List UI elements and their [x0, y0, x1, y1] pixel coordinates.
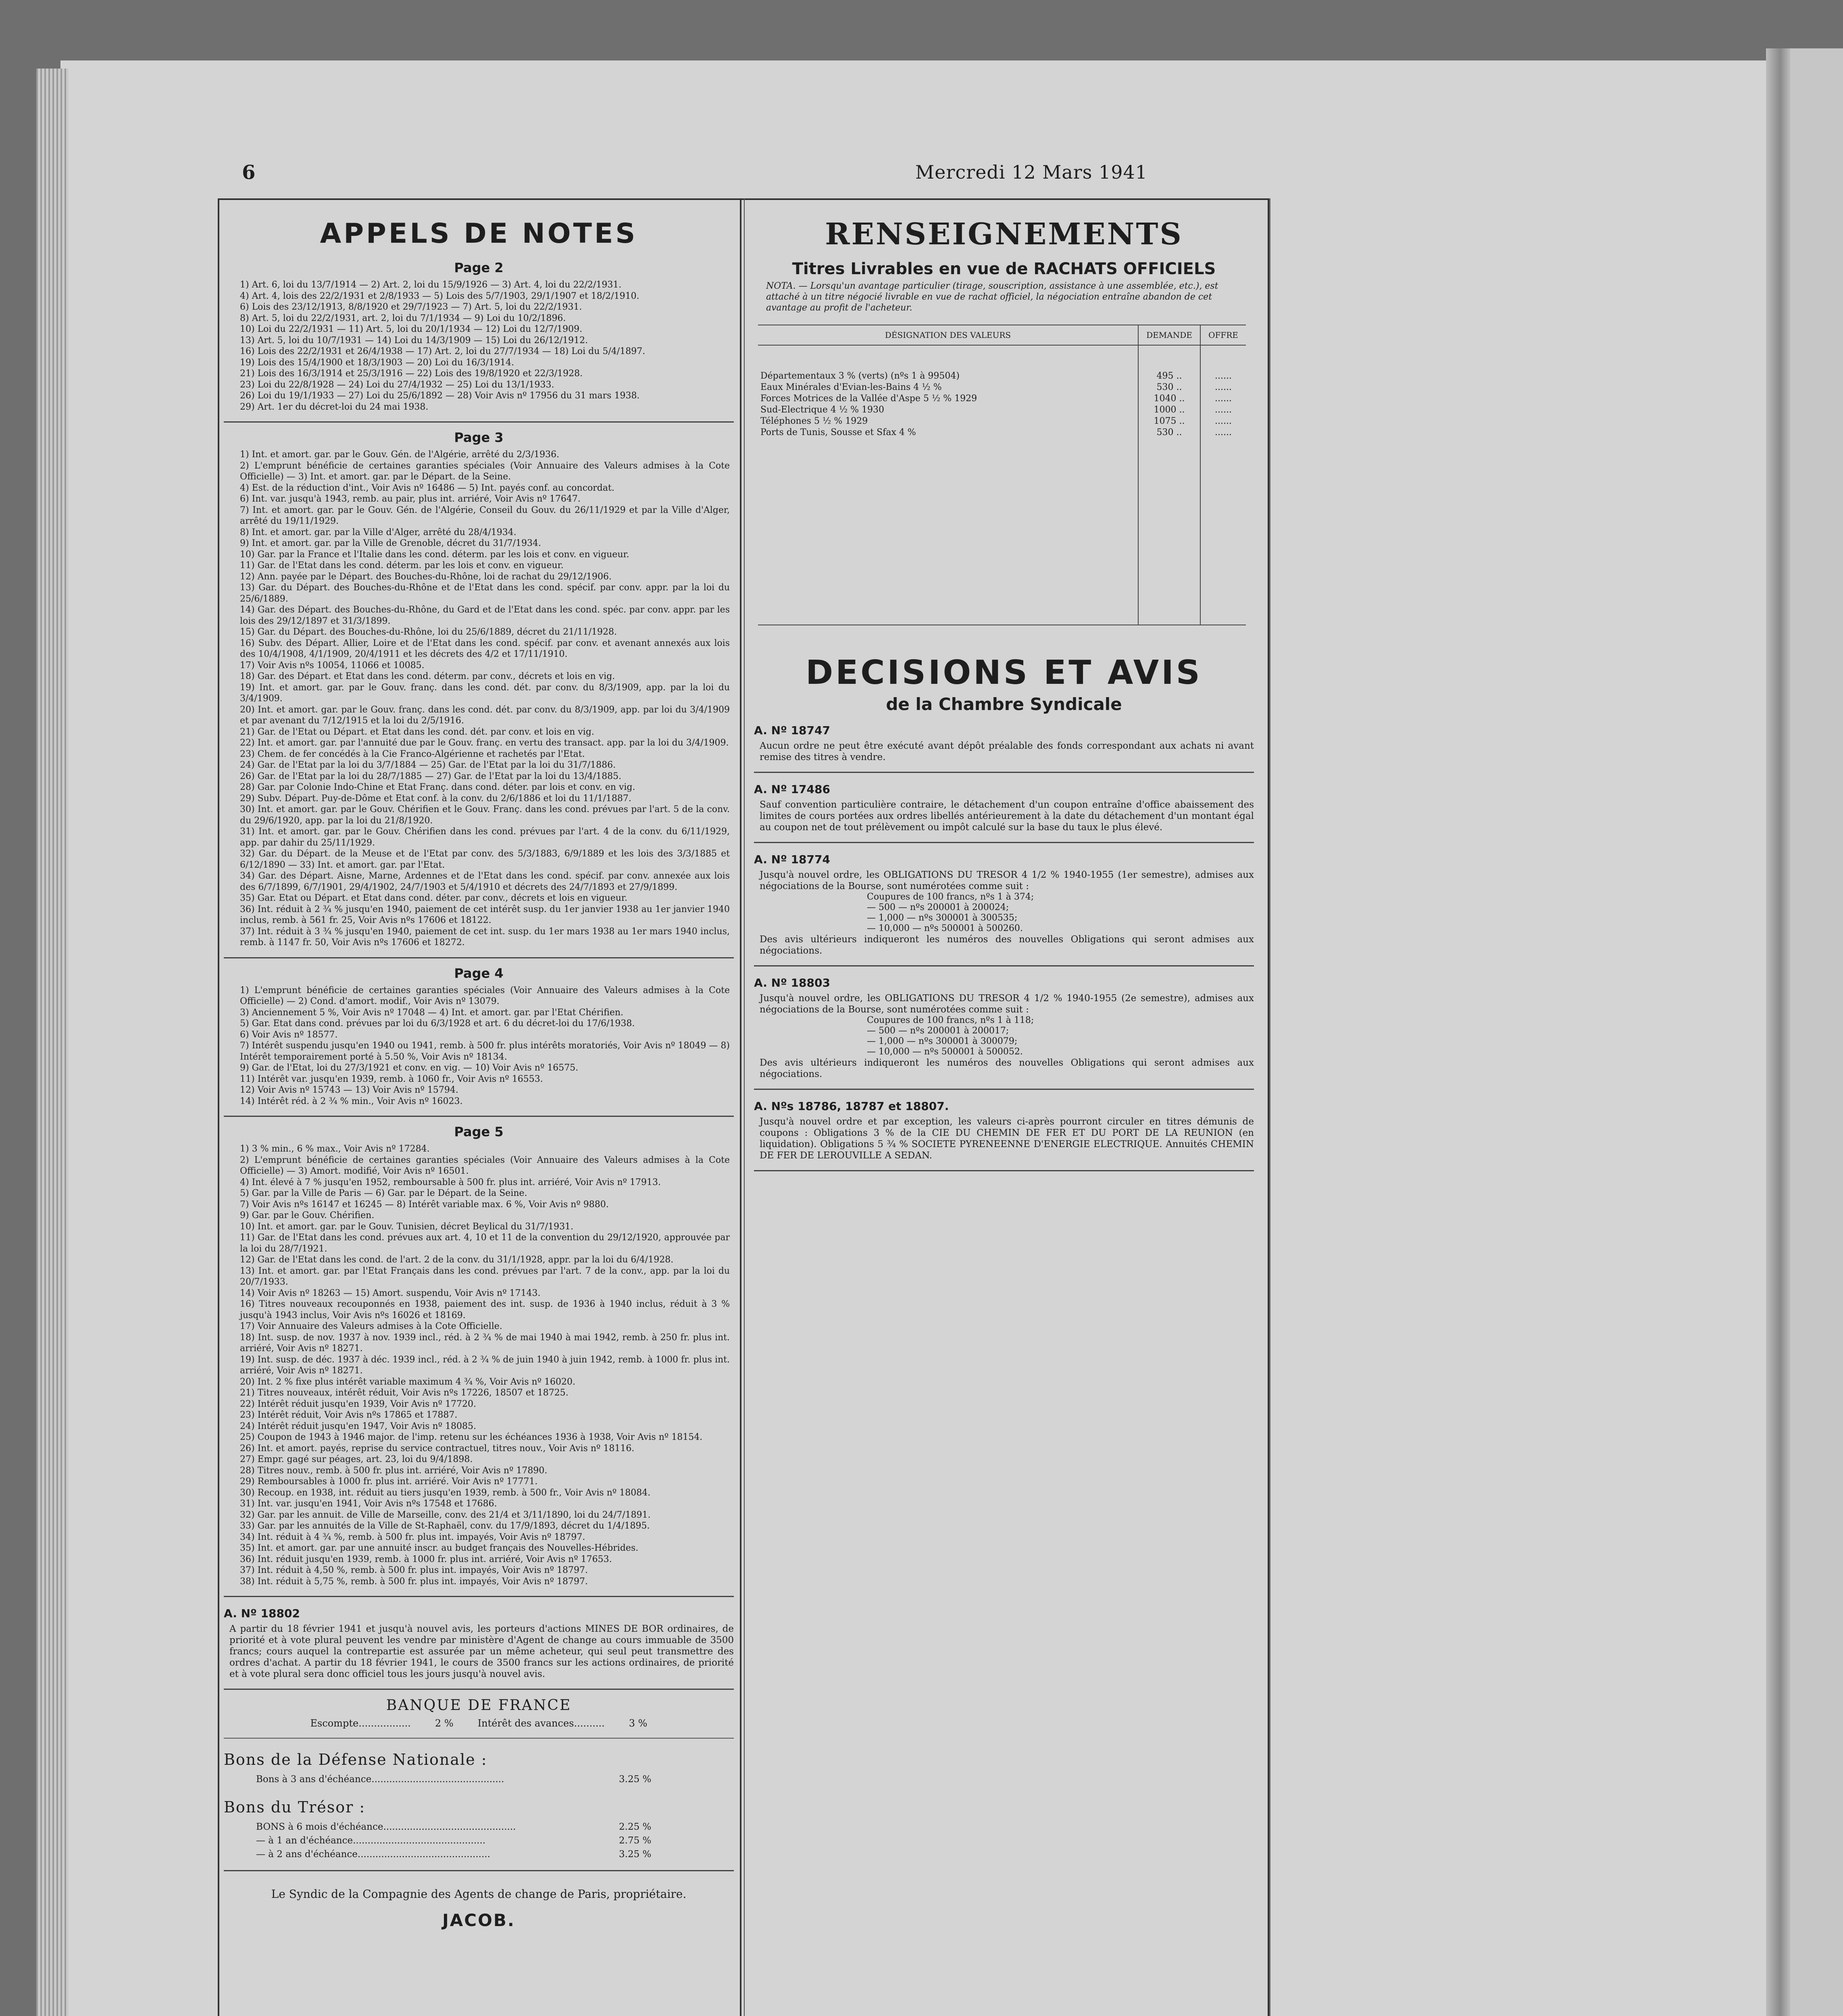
bons-tresor-row	[256, 1847, 734, 1861]
column-divider	[740, 198, 741, 2016]
note-line: 1) 3 % min., 6 % max., Voir Avis nº 17284.	[240, 1144, 430, 1154]
col-demande: DEMANDE	[1138, 325, 1200, 345]
note-line: 29) Remboursables à 1000 fr. plus int. arriéré. Voir Avis nº 17771.	[240, 1477, 538, 1487]
divider	[754, 1170, 1254, 1171]
note-line: 1) Int. et amort. gar. par le Gouv. Gén. de l'Algérie, arrêté du 2/3/1936.	[240, 450, 560, 460]
note-line: 13) Art. 5, loi du 10/7/1931 — 14) Loi du 14/3/1909 — 15) Loi du 26/12/1912.	[240, 335, 588, 346]
note-line: 34) Gar. des Départ. Aisne, Marne, Ardennes et de l'Etat dans les cond. spécif. par conv. annexée aux lois des 6/7/1899, 6/7/1901, 29/4/1902, 24/7/1903 et 5/4/1910 et décrets des 24/7/1893 et 27/9/1899.	[240, 871, 730, 892]
coupons-list	[867, 892, 1254, 934]
divider	[754, 965, 1254, 966]
note-line: 13) Gar. du Départ. des Bouches-du-Rhône et de l'Etat dans les cond. spécif. par conv. appr. par la loi du 25/6/1889.	[240, 583, 730, 604]
avis-list	[754, 724, 1254, 1171]
demande-cell: 530 ..	[1138, 427, 1200, 438]
note-line: 22) Intérêt réduit jusqu'en 1939, Voir Avis nº 17720.	[240, 1399, 476, 1409]
note-line: 28) Titres nouv., remb. à 500 fr. plus int. arriéré, Voir Avis nº 17890.	[240, 1465, 548, 1476]
note-line: 5) Gar. Etat dans cond. prévues par loi du 6/3/1928 et art. 6 du décret-loi du 17/6/1938.	[240, 1018, 635, 1029]
coupon-line: — 1,000 — nºs 300001 à 300535;	[867, 913, 1018, 923]
table-header-row	[758, 325, 1246, 345]
page2-title: Page 2	[454, 260, 504, 275]
note-line: 4) Art. 4, lois des 22/2/1931 et 2/8/1933 — 5) Lois des 5/7/1903, 29/1/1907 et 18/2/1910.	[240, 291, 639, 301]
note-line: 21) Lois des 16/3/1914 et 25/3/1916 — 22) Lois des 19/8/1920 et 22/3/1928.	[240, 369, 583, 379]
note-line: 20) Int. 2 % fixe plus intérêt variable maximum 4 ¾ %, Voir Avis nº 16020.	[240, 1377, 575, 1387]
divider	[754, 772, 1254, 773]
avis-head: A. Nº 18803	[754, 976, 830, 989]
avis-head: A. Nº 18774	[754, 853, 830, 866]
left-column	[224, 206, 734, 1930]
coupon-line: — 10,000 — nºs 500001 à 500260.	[867, 923, 1023, 933]
note-line: 1) Art. 6, loi du 13/7/1914 — 2) Art. 2, loi du 15/9/1926 — 3) Art. 4, loi du 22/2/1931.	[240, 280, 622, 290]
note-line: 24) Intérêt réduit jusqu'en 1947, Voir Avis nº 18085.	[240, 1421, 476, 1431]
divider	[224, 1738, 734, 1739]
appels-title: APPELS DE NOTES	[320, 218, 638, 250]
syndic-signature: Le Syndic de la Compagnie des Agents de change de Paris, propriétaire.	[271, 1887, 687, 1901]
avis-body: Jusqu'à nouvel ordre, les OBLIGATIONS DU TRESOR 4 1/2 % 1940-1955 (2e semestre), admises aux négociations de la Bourse, sont numérotées comme suit :	[760, 993, 1254, 1015]
nota-text: NOTA. — Lorsqu'un avantage particulier (tirage, souscription, assistance à une assemblée, etc.), est attaché à un titre négocié livrable en vue de rachat officiel, la négociation entraîne abandon de cet avantage au profit de l'acheteur.	[766, 281, 1218, 313]
avances-value: 3 %	[629, 1718, 648, 1729]
note-line: 11) Gar. de l'Etat dans les cond. prévues aux art. 4, 10 et 11 de la convention du 29/12/1920, approuvée par la loi du 28/7/1921.	[240, 1233, 730, 1254]
note-line: 35) Int. et amort. gar. par une annuité inscr. au budget français des Nouvelles-Hébrides.	[240, 1543, 639, 1553]
note-line: 23) Loi du 22/8/1928 — 24) Loi du 27/4/1932 — 25) Loi du 13/1/1933.	[240, 379, 554, 390]
note-line: 4) Int. élevé à 7 % jusqu'en 1952, remboursable à 500 fr. plus int. arriéré, Voir Avis nº 17913.	[240, 1177, 661, 1187]
note-line: 31) Int. et amort. gar. par le Gouv. Chérifien dans les cond. prévues par l'art. 4 de la conv. du 6/11/1929, app. par dahir du 25/11/1929.	[240, 827, 730, 848]
note-line: 17) Voir Avis nºs 10054, 11066 et 10085.	[240, 660, 425, 671]
coupon-line: — 500 — nºs 200001 à 200024;	[867, 902, 1009, 912]
designation-cell: Ports de Tunis, Sousse et Sfax 4 %	[760, 427, 916, 437]
note-line: 16) Titres nouveaux recouponnés en 1938, paiement des int. susp. de 1936 à 1940 inclus, réduit à 3 % jusqu'à 1943 inclus, Voir Avis nºs 16026 et 18169.	[240, 1299, 730, 1320]
note-line: 15) Gar. du Départ. des Bouches-du-Rhône, loi du 25/6/1889, décret du 21/11/1928.	[240, 627, 617, 637]
note-line: 26) Loi du 19/1/1933 — 27) Loi du 25/6/1892 — 28) Voir Avis nº 17956 du 31 mars 1938.	[240, 391, 640, 401]
divider	[224, 421, 734, 423]
offre-cell: ......	[1200, 371, 1246, 382]
note-line: 29) Art. 1er du décret-loi du 24 mai 1938.	[240, 402, 429, 412]
note-line: 16) Subv. des Départ. Allier, Loire et de l'Etat dans les cond. spécif. par conv. et avenant annexés aux lois des 10/4/1908, 4/1/1909, 20/4/1911 et les décrets des 4/2 et 17/11/1910.	[240, 638, 730, 659]
table-row	[758, 416, 1246, 427]
divider	[224, 1870, 734, 1871]
note-line: 5) Gar. par la Ville de Paris — 6) Gar. par le Départ. de la Seine.	[240, 1188, 527, 1198]
note-line: 33) Gar. par les annuités de la Ville de St-Raphaël, conv. du 17/9/1893, décret du 1/4/1895.	[240, 1521, 650, 1531]
note-line: 23) Chem. de fer concédés à la Cie Franco-Algérienne et rachetés par l'Etat.	[240, 749, 585, 759]
note-line: 32) Gar. par les annuit. de Ville de Marseille, conv. des 21/4 et 3/11/1890, loi du 24/7/1891.	[240, 1510, 651, 1520]
note-line: 22) Int. et amort. gar. par l'annuité due par le Gouv. franç. en vertu des transact. app. par la loi du 3/4/1909.	[240, 738, 729, 748]
page4-title: Page 4	[454, 965, 504, 981]
avis-head: A. Nº 18747	[754, 724, 830, 737]
note-line: 19) Lois des 15/4/1900 et 18/3/1903 — 20) Loi du 16/3/1914.	[240, 357, 514, 368]
table-row	[758, 404, 1246, 416]
note-line: 10) Gar. par la France et l'Italie dans les cond. déterm. par les lois et conv. en vigueur.	[240, 549, 629, 560]
divider	[224, 1596, 734, 1597]
note-line: 6) Lois des 23/12/1913, 8/8/1920 et 29/7/1923 — 7) Art. 5, loi du 22/2/1931.	[240, 302, 582, 312]
note-line: 18) Gar. des Départ. et Etat dans les cond. déterm. par conv., décrets et lois en vig.	[240, 671, 615, 681]
next-page-edge	[1790, 48, 1843, 2016]
bons-tresor-title: Bons du Trésor :	[224, 1798, 366, 1816]
note-line: 27) Empr. gagé sur péages, art. 23, loi du 9/4/1898.	[240, 1454, 473, 1464]
note-line: 12) Voir Avis nº 15743 — 13) Voir Avis nº 15794.	[240, 1085, 458, 1095]
bons-value: 3.25 %	[619, 1849, 652, 1860]
note-line: 17) Voir Annuaire des Valeurs admises à la Cote Officielle.	[240, 1321, 502, 1331]
note-line: 30) Int. et amort. gar. par le Gouv. Chérifien et le Gouv. Franç. dans les cond. prévues par l'art. 5 de la conv. du 29/6/1920, app. par la loi du 21/8/1920.	[240, 804, 730, 826]
escompte-label: Escompte.................	[310, 1718, 411, 1729]
note-line: 38) Int. réduit à 5,75 %, remb. à 500 fr. plus int. impayés, Voir Avis nº 18797.	[240, 1576, 588, 1587]
demande-cell: 530 ..	[1138, 382, 1200, 393]
note-line: 7) Intérêt suspendu jusqu'en 1940 ou 1941, remb. à 500 fr. plus intérêts moratoriés, Voir Avis nº 18049 — 8) Intérêt temporairement porté à 5.50 %, Voir Avis nº 18134.	[240, 1041, 730, 1062]
page-date: Mercredi 12 Mars 1941	[915, 161, 1148, 183]
note-line: 2) L'emprunt bénéficie de certaines garanties spéciales (Voir Annuaire des Valeurs admises à la Cote Officielle) — 3) Int. et amort. gar. par le Départ. de la Seine.	[240, 460, 730, 482]
page3-notes	[224, 449, 734, 948]
bons-defense-title: Bons de la Défense Nationale :	[224, 1751, 487, 1768]
note-line: 25) Coupon de 1943 à 1946 major. de l'imp. retenu sur les échéances 1936 à 1938, Voir Avis nº 18154.	[240, 1432, 703, 1442]
note-line: 7) Voir Avis nºs 16147 et 16245 — 8) Intérêt variable max. 6 %, Voir Avis nº 9880.	[240, 1199, 609, 1210]
note-line: 9) Gar. par le Gouv. Chérifien.	[240, 1210, 375, 1220]
titres-table	[758, 325, 1246, 625]
note-line: 8) Int. et amort. gar. par la Ville d'Alger, arrêté du 28/4/1934.	[240, 527, 516, 537]
bons-defense-row	[256, 1772, 734, 1786]
designation-cell: Sud-Electrique 4 ½ % 1930	[760, 405, 885, 415]
note-line: 21) Gar. de l'Etat ou Départ. et Etat dans les cond. dét. par conv. et lois en vig.	[240, 727, 594, 737]
note-line: 18) Int. susp. de nov. 1937 à nov. 1939 incl., réd. à 2 ¾ % de mai 1940 à mai 1942, remb. à 250 fr. plus int. arriéré, Voir Avis nº 18271.	[240, 1332, 730, 1354]
note-line: 28) Gar. par Colonie Indo-Chine et Etat Franç. dans cond. déter. par lois et conv. en vig.	[240, 782, 635, 792]
avis-head: A. Nº 17486	[754, 783, 830, 796]
designation-cell: Téléphones 5 ½ % 1929	[760, 416, 868, 426]
page5-notes	[224, 1143, 734, 1587]
note-line: 1) L'emprunt bénéficie de certaines garanties spéciales (Voir Annuaire des Valeurs admises à la Cote Officielle) — 2) Cond. d'amort. modif., Voir Avis nº 13079.	[240, 985, 730, 1006]
note-line: 14) Voir Avis nº 18263 — 15) Amort. suspendu, Voir Avis nº 17143.	[240, 1288, 541, 1298]
demande-cell: 495 ..	[1138, 371, 1200, 382]
col-designation: DÉSIGNATION DES VALEURS	[758, 325, 1138, 345]
divider	[754, 842, 1254, 843]
avis-18802-head: A. Nº 18802	[224, 1607, 300, 1620]
note-line: 2) L'emprunt bénéficie de certaines garanties spéciales (Voir Annuaire des Valeurs admises à la Cote Officielle) — 3) Amort. modifié, Voir Avis nº 16501.	[240, 1155, 730, 1176]
page5-title: Page 5	[454, 1124, 504, 1139]
coupon-line: — 1,000 — nºs 300001 à 300079;	[867, 1036, 1018, 1046]
column-divider-inner	[744, 198, 745, 2016]
page4-notes	[224, 985, 734, 1107]
avis-tail: Des avis ultérieurs indiqueront les numéros des nouvelles Obligations qui seront admises aux négociations.	[760, 1058, 1254, 1079]
note-line: 37) Int. réduit à 3 ¾ % jusqu'en 1940, paiement de cet int. susp. du 1er mars 1938 au 1er mars 1940 inclus, remb. à 1147 fr. 50, Voir Avis nºs 17606 et 18272.	[240, 926, 730, 948]
designation-cell: Forces Motrices de la Vallée d'Aspe 5 ½ % 1929	[760, 394, 977, 404]
note-line: 11) Intérêt var. jusqu'en 1939, remb. à 1060 fr., Voir Avis nº 16553.	[240, 1074, 543, 1084]
note-line: 37) Int. réduit à 4,50 %, remb. à 500 fr. plus int. impayés, Voir Avis nº 18797.	[240, 1565, 588, 1575]
note-line: 32) Gar. du Départ. de la Meuse et de l'Etat par conv. des 5/3/1883, 6/9/1889 et les lois des 3/3/1885 et 6/12/1890 — 33) Int. et amort. gar. par l'Etat.	[240, 849, 730, 870]
bons-tresor-row	[256, 1834, 734, 1847]
coupons-list	[867, 1015, 1254, 1057]
avis-18802-body: A partir du 18 février 1941 et jusqu'à nouvel avis, les porteurs d'actions MINES DE BOR ordinaires, de priorité et à vote plural peuvent les vendre par ministère d'Agent de change au cours immuable de 3500 francs; cours auquel la contrepartie est assurée par un même acheteur, qui seul peut transmettre des ordres d'achat. A partir du 18 février 1941, le cours de 3500 francs sur les actions ordinaires, de priorité et à vote plural sera donc officiel tous les jours jusqu'à nouvel avis.	[229, 1624, 734, 1679]
divider	[754, 1089, 1254, 1090]
page2-notes	[224, 279, 734, 412]
bons-label: — à 2 ans d'échéance.............................................	[256, 1849, 490, 1860]
avis-tail: Des avis ultérieurs indiqueront les numéros des nouvelles Obligations qui seront admises aux négociations.	[760, 934, 1254, 956]
note-line: 31) Int. var. jusqu'en 1941, Voir Avis nºs 17548 et 17686.	[240, 1499, 497, 1509]
note-line: 21) Titres nouveaux, intérêt réduit, Voir Avis nºs 17226, 18507 et 18725.	[240, 1388, 569, 1398]
bons-label: — à 1 an d'échéance.............................................	[256, 1835, 486, 1846]
note-line: 6) Voir Avis nº 18577.	[240, 1029, 338, 1040]
demande-cell: 1000 ..	[1138, 404, 1200, 416]
offre-cell: ......	[1200, 416, 1246, 427]
bons-label: Bons à 3 ans d'échéance.............................................	[256, 1774, 504, 1785]
avis-body: Jusqu'à nouvel ordre et par exception, les valeurs ci-après pourront circuler en titres démunis de coupons : Obligations 3 % de la CIE DU CHEMIN DE FER ET DU PORT DE LA REUNION (en liquidation). Obligations 5 ¾ % SOCIETE PYRENEENNE D'ENERGIE ELECTRIQUE. Annuités CHEMIN DE FER DE LEROUVILLE A SEDAN.	[760, 1116, 1254, 1161]
note-line: 23) Intérêt réduit, Voir Avis nºs 17865 et 17887.	[240, 1410, 458, 1420]
page-number: 6	[242, 161, 256, 184]
right-column	[754, 206, 1254, 1171]
note-line: 11) Gar. de l'Etat dans les cond. déterm. par les lois et conv. en vigueur.	[240, 560, 564, 571]
signature-name: JACOB.	[442, 1910, 515, 1930]
renseignements-title: RENSEIGNEMENTS	[825, 217, 1183, 252]
offre-cell: ......	[1200, 404, 1246, 416]
note-line: 26) Int. et amort. payés, reprise du service contractuel, titres nouv., Voir Avis nº 18116.	[240, 1443, 635, 1454]
note-line: 16) Lois des 22/2/1931 et 26/4/1938 — 17) Art. 2, loi du 27/7/1934 — 18) Loi du 5/4/1897.	[240, 346, 646, 356]
offre-cell: ......	[1200, 382, 1246, 393]
note-line: 12) Ann. payée par le Départ. des Bouches-du-Rhône, loi de rachat du 29/12/1906.	[240, 571, 612, 582]
note-line: 24) Gar. de l'Etat par la loi du 3/7/1884 — 25) Gar. de l'Etat par la loi du 31/7/1886.	[240, 760, 616, 770]
decisions-subtitle: de la Chambre Syndicale	[886, 694, 1122, 714]
note-line: 35) Gar. Etat ou Départ. et Etat dans cond. déter. par conv., décrets et lois en vigueur.	[240, 893, 627, 903]
designation-cell: Départementaux 3 % (verts) (nºs 1 à 99504)	[760, 371, 960, 381]
bons-value: 2.75 %	[619, 1835, 652, 1846]
coupon-line: — 10,000 — nºs 500001 à 500052.	[867, 1047, 1023, 1057]
avis-body: Sauf convention particulière contraire, le détachement d'un coupon entraîne d'office abaissement des limites de cours portées aux ordres libellés antérieurement à la date du détachement d'un montant égal au coupon net de tout prélèvement ou impôt calculé sur la base du taux le plus élevé.	[760, 800, 1254, 833]
column-divider-right	[1269, 198, 1270, 2016]
note-line: 14) Gar. des Départ. des Bouches-du-Rhône, du Gard et de l'Etat dans les cond. spéc. par conv. appr. par les lois des 29/12/1897 et 31/3/1899.	[240, 605, 730, 626]
banque-de-france-title: BANQUE DE FRANCE	[386, 1697, 572, 1714]
banque-de-france-rates	[224, 1718, 734, 1729]
bons-value: 2.25 %	[619, 1822, 652, 1832]
divider	[224, 957, 734, 958]
note-line: 12) Gar. de l'Etat dans les cond. de l'art. 2 de la conv. du 31/1/1928, appr. par la loi du 6/4/1928.	[240, 1255, 674, 1265]
demande-cell: 1040 ..	[1138, 393, 1200, 404]
offre-cell: ......	[1200, 393, 1246, 404]
avis-body: Aucun ordre ne peut être exécuté avant dépôt préalable des fonds correspondant aux achats ni avant remise des titres à vendre.	[760, 741, 1254, 762]
table-row	[758, 371, 1246, 382]
escompte-value: 2 %	[435, 1718, 454, 1729]
note-line: 14) Intérêt réd. à 2 ¾ % min., Voir Avis nº 16023.	[240, 1096, 463, 1106]
note-line: 36) Int. réduit jusqu'en 1939, remb. à 1000 fr. plus int. arriéré, Voir Avis nº 17653.	[240, 1554, 612, 1564]
note-line: 26) Gar. de l'Etat par la loi du 28/7/1885 — 27) Gar. de l'Etat par la loi du 13/4/1885.	[240, 771, 622, 781]
bons-label: BONS à 6 mois d'échéance.............................................	[256, 1822, 516, 1832]
bons-tresor-row	[256, 1820, 734, 1834]
avances-label: Intérêt des avances..........	[477, 1718, 605, 1729]
note-line: 8) Art. 5, loi du 22/2/1931, art. 2, loi du 7/1/1934 — 9) Loi du 10/2/1896.	[240, 313, 566, 323]
coupon-line: — 500 — nºs 200001 à 200017;	[867, 1026, 1009, 1036]
note-line: 10) Loi du 22/2/1931 — 11) Art. 5, loi du 20/1/1934 — 12) Loi du 12/7/1909.	[240, 324, 583, 334]
note-line: 19) Int. et amort. gar. par le Gouv. franç. dans les cond. dét. par conv. du 8/3/1909, app. par la loi du 3/4/1909.	[240, 682, 730, 704]
divider	[224, 1689, 734, 1690]
coupon-line: Coupures de 100 francs, nºs 1 à 118;	[867, 1015, 1034, 1025]
note-line: 20) Int. et amort. gar. par le Gouv. franç. dans les cond. dét. par conv. du 8/3/1909, app. par loi du 3/4/1909 et par avenant du 7/12/1915 et la loi du 2/5/1916.	[240, 704, 730, 726]
note-line: 3) Anciennement 5 %, Voir Avis nº 17048 — 4) Int. et amort. gar. par l'Etat Chérifien.	[240, 1007, 624, 1018]
table-row	[758, 427, 1246, 438]
note-line: 10) Int. et amort. gar. par le Gouv. Tunisien, décret Beylical du 31/7/1931.	[240, 1221, 574, 1232]
divider	[224, 1116, 734, 1117]
page3-title: Page 3	[454, 430, 504, 445]
offre-cell: ......	[1200, 427, 1246, 438]
bons-value: 3.25 %	[619, 1774, 652, 1785]
note-line: 7) Int. et amort. gar. par le Gouv. Gén. de l'Algérie, Conseil du Gouv. du 26/11/1929 et par la Ville d'Alger, arrêté du 19/11/1929.	[240, 505, 730, 526]
demande-cell: 1075 ..	[1138, 416, 1200, 427]
note-line: 30) Recoup. en 1938, int. réduit au tiers jusqu'en 1939, remb. à 500 fr., Voir Avis nº 18084.	[240, 1487, 651, 1498]
page-edges	[36, 69, 69, 2016]
col-offre: OFFRE	[1200, 325, 1246, 345]
decisions-title: DECISIONS ET AVIS	[806, 654, 1202, 692]
note-line: 29) Subv. Départ. Puy-de-Dôme et Etat conf. à la conv. du 2/6/1886 et loi du 11/1/1887.	[240, 793, 631, 804]
note-line: 13) Int. et amort. gar. par l'Etat Français dans les cond. prévues par l'art. 7 de la conv., app. par la loi du 20/7/1933.	[240, 1266, 730, 1287]
note-line: 4) Est. de la réduction d'int., Voir Avis nº 16486 — 5) Int. payés conf. au concordat.	[240, 483, 614, 493]
avis-body: Jusqu'à nouvel ordre, les OBLIGATIONS DU TRESOR 4 1/2 % 1940-1955 (1er semestre), admises aux négociations de la Bourse, sont numérotées comme suit :	[760, 870, 1254, 891]
designation-cell: Eaux Minérales d'Evian-les-Bains 4 ½ %	[760, 382, 942, 392]
avis-head: A. Nºs 18786, 18787 et 18807.	[754, 1100, 949, 1113]
rachats-subtitle: Titres Livrables en vue de RACHATS OFFICIELS	[792, 260, 1216, 278]
table-row	[758, 393, 1246, 404]
table-row	[758, 382, 1246, 393]
note-line: 19) Int. susp. de déc. 1937 à déc. 1939 incl., réd. à 2 ¾ % de juin 1940 à juin 1942, remb. à 1000 fr. plus int. arriéré, Voir Avis nº 18271.	[240, 1354, 730, 1376]
note-line: 9) Int. et amort. gar. par la Ville de Grenoble, décret du 31/7/1934.	[240, 538, 541, 548]
note-line: 36) Int. réduit à 2 ¾ % jusqu'en 1940, paiement de cet intérêt susp. du 1er janvier 1938 au 1er janvier 1940 inclus, remb. à 561 fr. 25, Voir Avis nºs 17606 et 18122.	[240, 904, 730, 925]
coupon-line: Coupures de 100 francs, nºs 1 à 374;	[867, 892, 1034, 902]
note-line: 34) Int. réduit à 4 ¾ %, remb. à 500 fr. plus int. impayés, Voir Avis nº 18797.	[240, 1532, 585, 1542]
note-line: 6) Int. var. jusqu'à 1943, remb. au pair, plus int. arriéré, Voir Avis nº 17647.	[240, 494, 581, 504]
note-line: 9) Gar. de l'Etat, loi du 27/3/1921 et conv. en vig. — 10) Voir Avis nº 16575.	[240, 1063, 579, 1073]
